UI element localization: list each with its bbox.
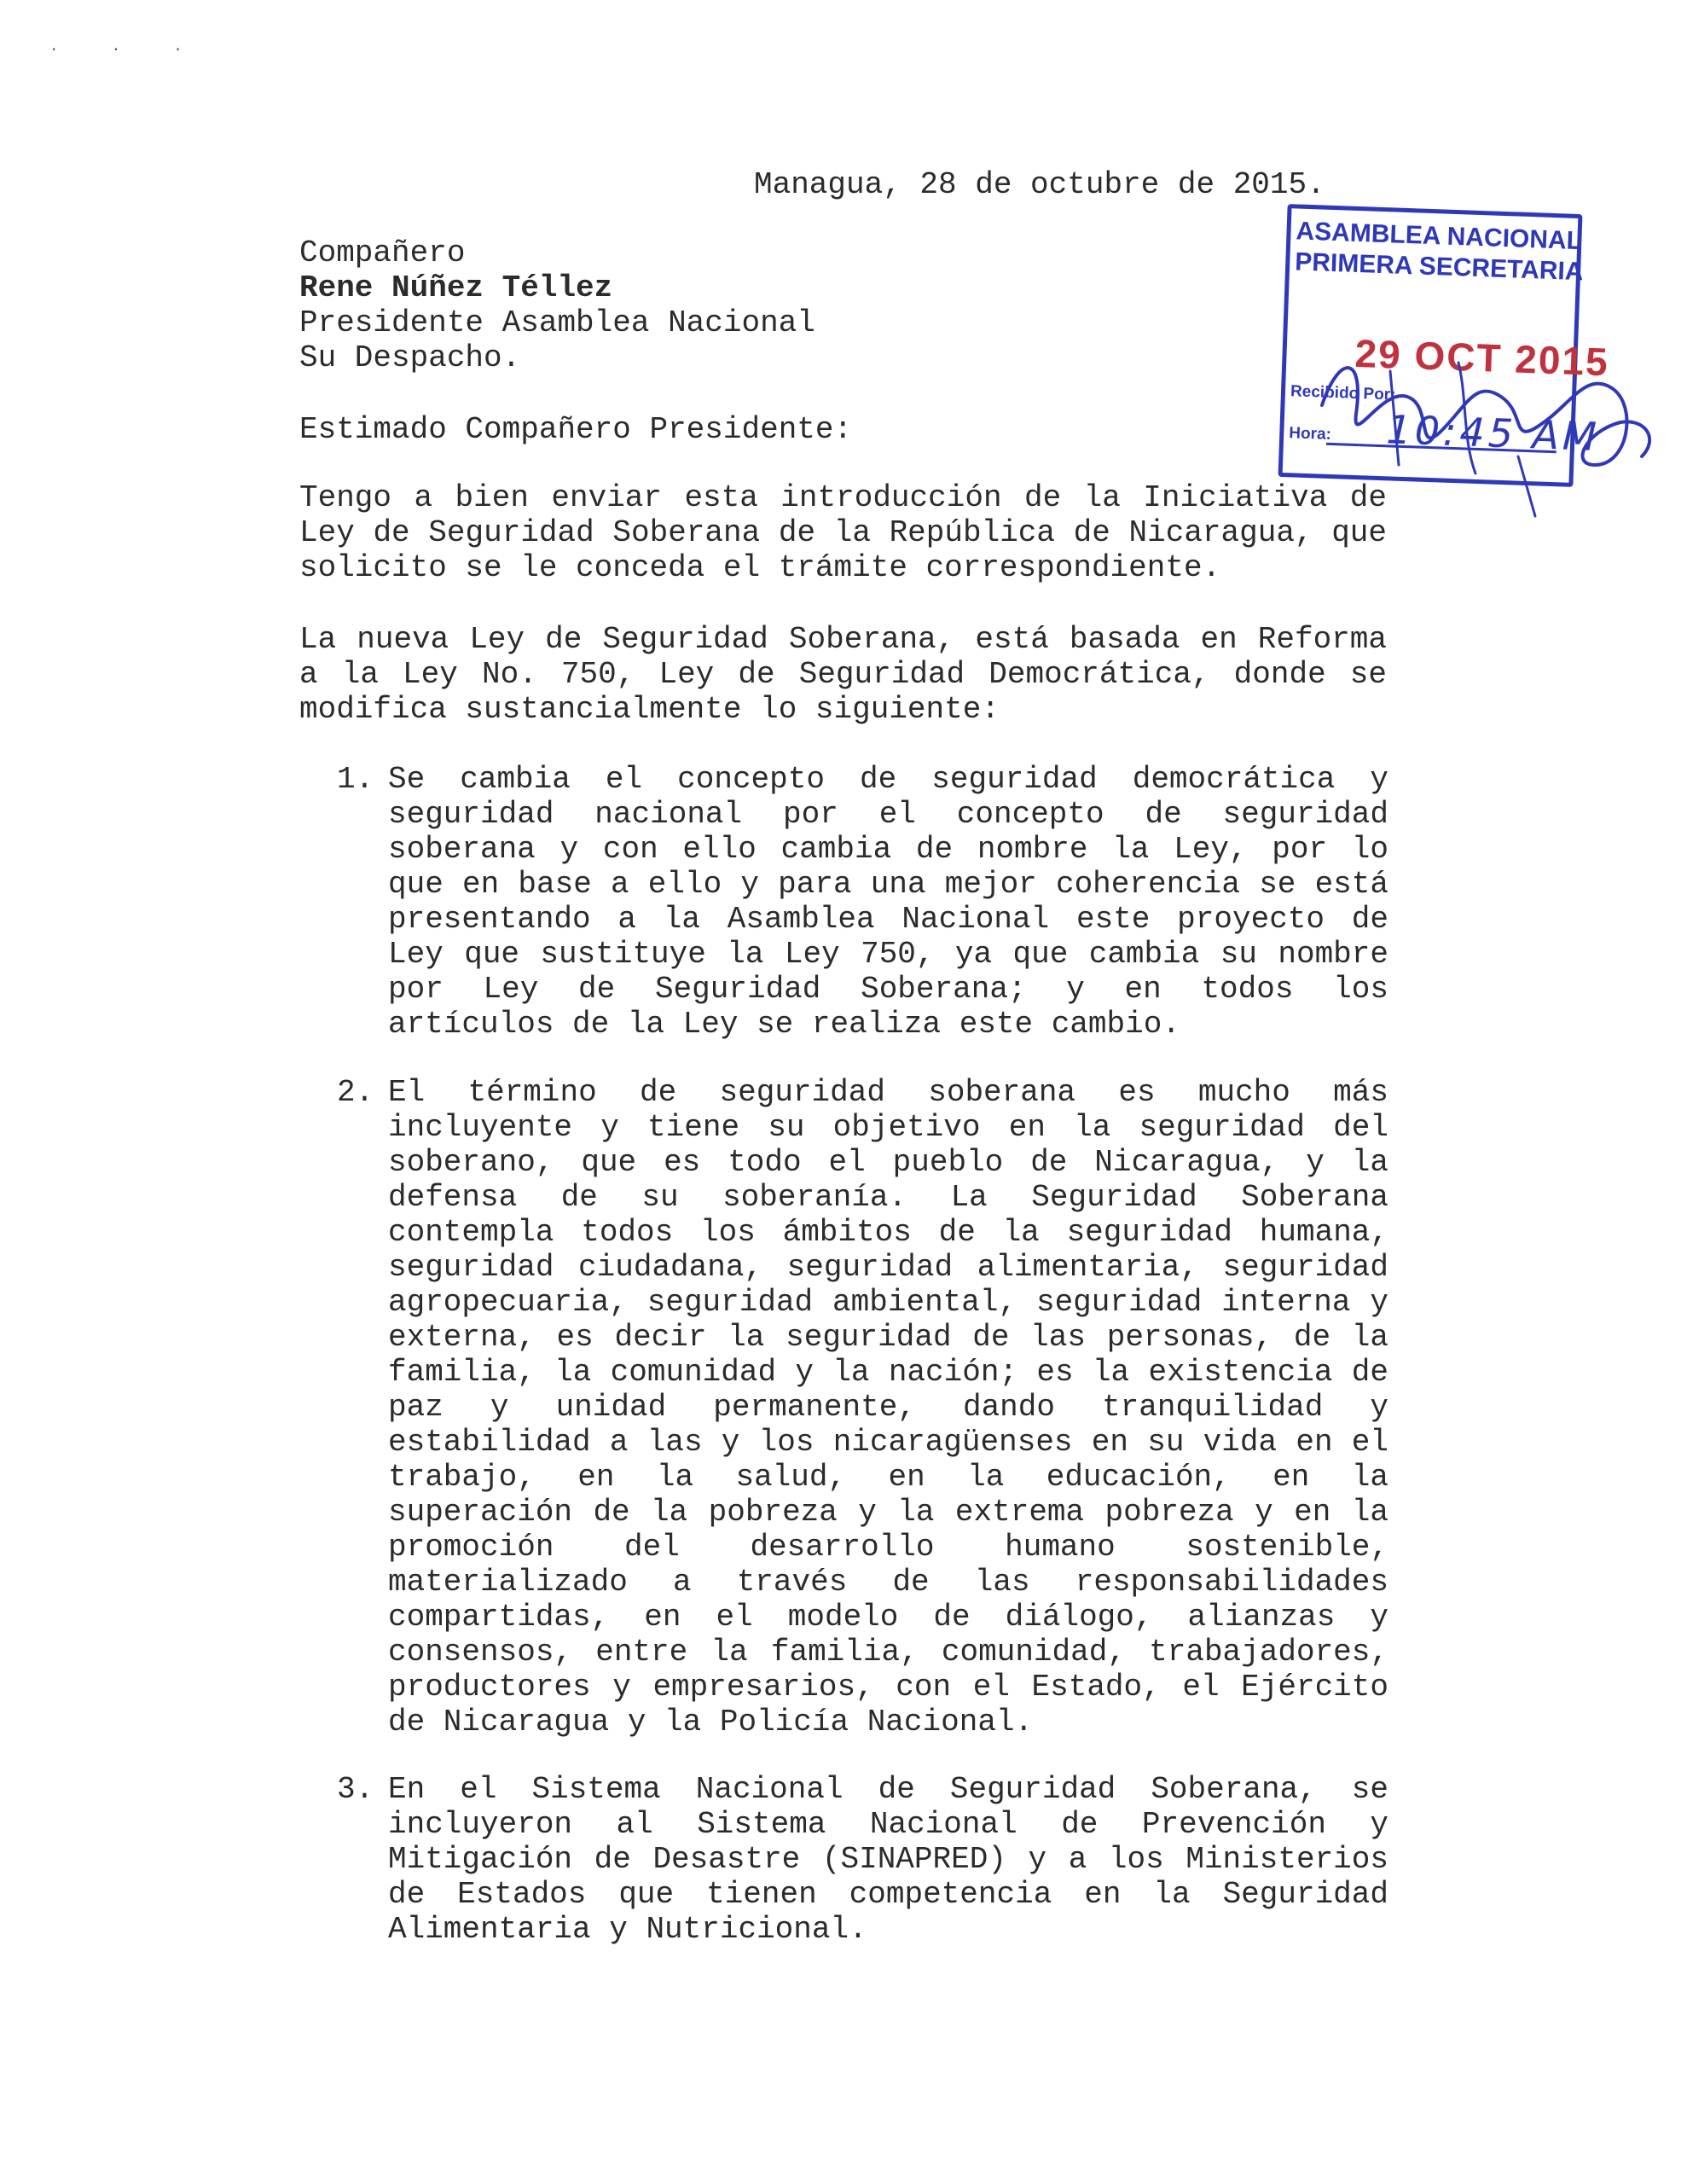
stamp-date: 29 OCT 2015 [1354,330,1610,385]
handwritten-signature [1305,337,1663,533]
reform-paragraph: La nueva Ley de Seguridad Soberana, está basada en Reforma a la Ley No. 750, Ley de Seguridad Democrática, donde se modifica sustancialmente lo siguiente: [299,622,1387,727]
stamp-received-label: Recibido Por: [1290,382,1396,404]
addressee-title: Presidente Asamblea Nacional [299,305,815,340]
list-item-text: Se cambia el concepto de seguridad democrática y seguridad nacional por el concepto de seguridad soberana y con ello cambia de nombre la Ley, por lo que en base a ello y para una mejor coherencia se está presentando a la Asamblea Nacional este proyecto de Ley que sustituye la Ley 750, ya que cambia su nombre por Ley de Seguridad Soberana; y en todos los artículos de la Ley se realiza este cambio. [388,762,1388,1042]
stamp-time-label: Hora: [1288,424,1332,444]
list-item-text: En el Sistema Nacional de Seguridad Soberana, se incluyeron al Sistema Nacional de Prevención y Mitigación de Desastre (SINAPRED) y a los Ministerios de Estados que tienen competencia en la Seguridad Alimentaria y Nutricional. [388,1772,1388,1947]
list-item-number: 3. [337,1772,374,1807]
list-item-number: 2. [337,1075,374,1110]
addressee-greeting: Compañero [299,235,466,270]
stamp-office: PRIMERA SECRETARIA [1294,247,1585,287]
addressee-block [299,235,815,375]
stamp-time-value: 10:45 AM [1385,406,1601,460]
stamp-institution: ASAMBLEA NACIONAL [1296,217,1583,256]
salutation: Estimado Compañero Presidente: [299,412,853,447]
addressee-office: Su Despacho. [299,340,521,375]
scan-artifact: · · · [51,39,206,60]
addressee-name: Rene Núñez Téllez [299,270,613,305]
date-line: Managua, 28 de octubre de 2015. [754,167,1325,202]
list-item-number: 1. [337,762,374,797]
intro-paragraph: Tengo a bien enviar esta introducción de la Iniciativa de Ley de Seguridad Soberana de la República de Nicaragua, que solicito se le conceda el trámite correspondiente. [299,480,1387,585]
list-item-text: El término de seguridad soberana es mucho más incluyente y tiene su objetivo en la seguridad del soberano, que es todo el pueblo de Nicaragua, y la defensa de su soberanía. La Seguridad Soberana contempla todos los ámbitos de la seguridad humana, seguridad ciudadana, seguridad alimentaria, seguridad agropecuaria, seguridad ambiental, seguridad interna y externa, es decir la seguridad de las personas, de la familia, la comunidad y la nación; es la existencia de paz y unidad permanente, dando tranquilidad y estabilidad a las y los nicaragüenses en su vida en el trabajo, en la salud, en la educación, en la superación de la pobreza y la extrema pobreza y en la promoción del desarrollo humano sostenible, materializado a través de las responsabilidades compartidas, en el modelo de diálogo, alianzas y consensos, entre la familia, comunidad, trabajadores, productores y empresarios, con el Estado, el Ejército de Nicaragua y la Policía Nacional. [388,1075,1388,1740]
